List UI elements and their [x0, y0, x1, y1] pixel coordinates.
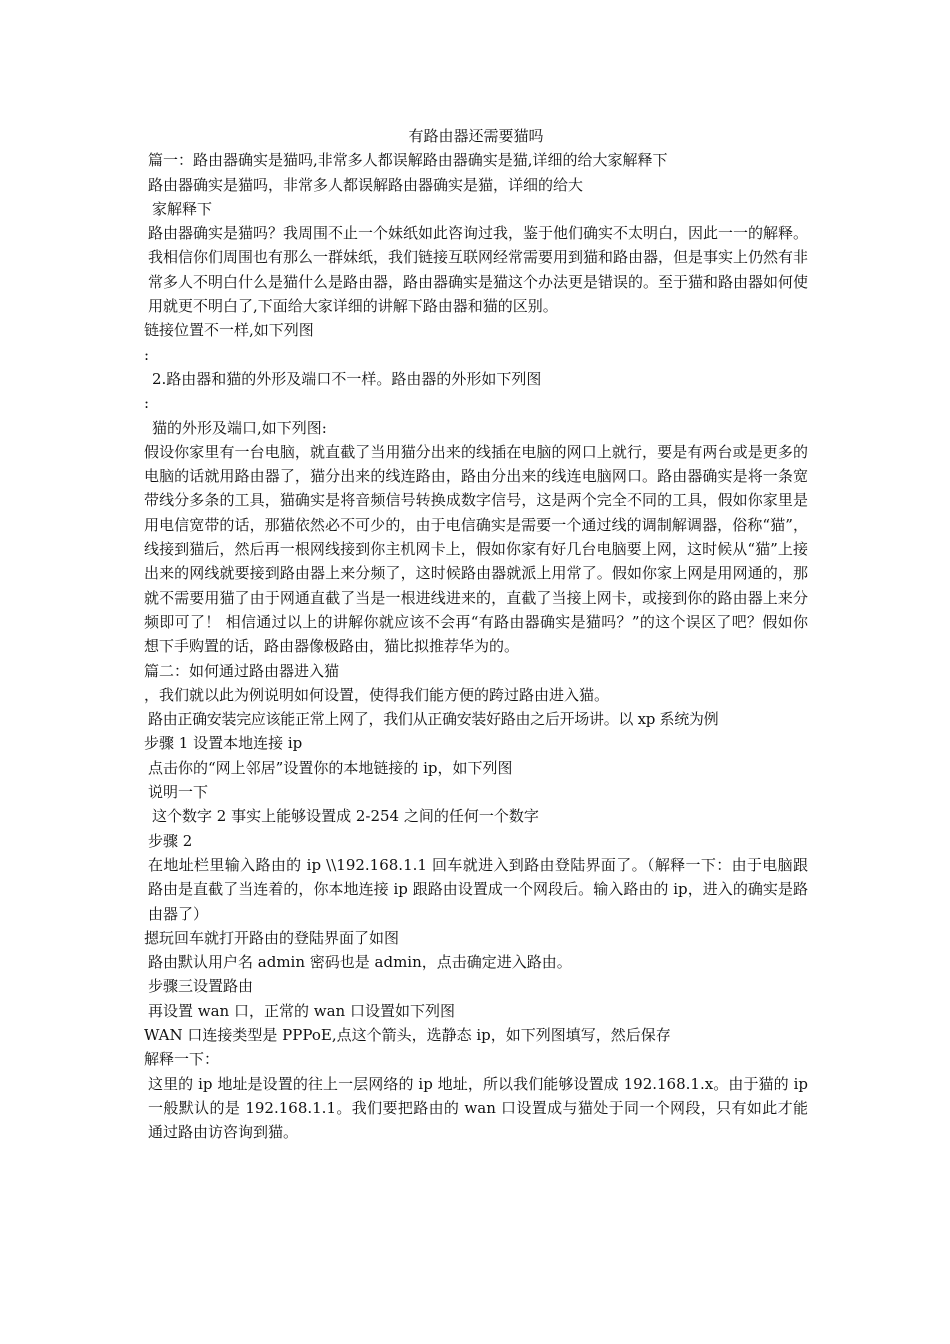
paragraph: :: [144, 394, 150, 413]
paragraph: 点击你的“网上邻居”设置你的本地链接的 ip，如下列图: [148, 758, 513, 777]
paragraph: 2.路由器和猫的外形及端口不一样。路由器的外形如下列图: [152, 369, 542, 388]
section-heading: 篇二：如何通过路由器进入猫: [144, 661, 340, 680]
paragraph: 假设你家里有一台电脑，就直截了当用猫分出来的线插在电脑的网口上就行，要是有两台或是更多的电脑的话就用路由器了，猫分出来的线连路由，路由分出来的线连电脑网口。路由器确实是将一条宽带线分多条的工具，猫确实是将音频信号转换成数字信号，这是两个完全不同的工具，假如你家里是用电信宽带的话，那猫依然必不可少的，由于电信确实是需要一个通过线的调制解调器，俗称“猫”，线接到猫后，然后再一根网线接到你主机网卡上，假如你家有好几台电脑要上网，这时候从“猫”上接出来的网线就要接到路由器上来分频了，这时候路由器就派上用常了。假如你家上网是用网通的，那就不需要用猫了由于网通直截了当是一根进线进来的，直截了当接上网卡，或接到你的路由器上来分频即可了！ 相信通过以上的讲解你就应该不会再“有路由器确实是猫吗？”的这个误区了吧？假如你想下手购置的话，路由器像极路由，猫比拟推荐华为的。: [144, 442, 808, 656]
step-heading: 步骤 1 设置本地连接 ip: [144, 734, 303, 753]
paragraph: 再设置 wan 口，正常的 wan 口设置如下列图: [148, 1001, 455, 1020]
paragraph: 说明一下: [148, 783, 209, 802]
paragraph: 家解释下: [152, 199, 213, 218]
step-heading: 步骤 2: [148, 831, 193, 850]
step-heading: 步骤三设置路由: [148, 977, 254, 996]
paragraph: 解释一下：: [144, 1050, 220, 1069]
paragraph: ，我们就以此为例说明如何设置，使得我们能方便的跨过路由进入猫。: [144, 685, 610, 704]
paragraph: 这个数字 2 事实上能够设置成 2-254 之间的任何一个数字: [152, 807, 539, 826]
document-body: [144, 124, 808, 1144]
paragraph: 猫的外形及端口,如下列图:: [152, 418, 327, 437]
paragraph: 链接位置不一样,如下列图: [144, 321, 314, 340]
paragraph: 路由器确实是猫吗，非常多人都误解路由器确实是猫，详细的给大: [148, 175, 584, 194]
document-title: 有路由器还需要猫吗: [408, 127, 544, 145]
paragraph: :: [144, 345, 150, 364]
paragraph: 摁玩回车就打开路由的登陆界面了如图: [144, 928, 400, 947]
paragraph: 路由默认用户名 admin 密码也是 admin，点击确定进入路由。: [148, 953, 572, 972]
paragraph: WAN 口连接类型是 PPPoE,点这个箭头，选静态 ip，如下列图填写，然后保存: [144, 1025, 671, 1044]
paragraph: 路由器确实是猫吗？我周围不止一个妹纸如此咨询过我，鉴于他们确实不太明白，因此一一的解释。我相信你们周围也有那么一群妹纸，我们链接互联网经常需要用到猫和路由器，但是事实上仍然有非常多人不明白什么是猫什么是路由器，路由器确实是猫这个办法更是错误的。至于猫和路由器如何使用就更不明白了,下面给大家详细的讲解下路由器和猫的区别。: [148, 224, 809, 316]
paragraph: 路由正确安装完应该能正常上网了，我们从正确安装好路由之后开场讲。以 xp 系统为例: [148, 710, 719, 729]
paragraph: 在地址栏里输入路由的 ip \\192.168.1.1 回车就进入到路由登陆界面了。（解释一下：由于电脑跟路由是直截了当连着的，你本地连接 ip 跟路由设置成一个网段后。输入路由的 ip，进入的确实是路由器了）: [148, 855, 808, 923]
paragraph: 这里的 ip 地址是设置的往上一层网络的 ip 地址，所以我们能够设置成 192.168.1.x。由于猫的 ip 一般默认的是 192.168.1.1。我们要把路由的 wan 口设置成与猫处于同一个网段，只有如此才能通过路由访咨询到猫。: [148, 1074, 808, 1142]
paragraph: 篇一：路由器确实是猫吗,非常多人都误解路由器确实是猫,详细的给大家解释下: [148, 151, 668, 170]
